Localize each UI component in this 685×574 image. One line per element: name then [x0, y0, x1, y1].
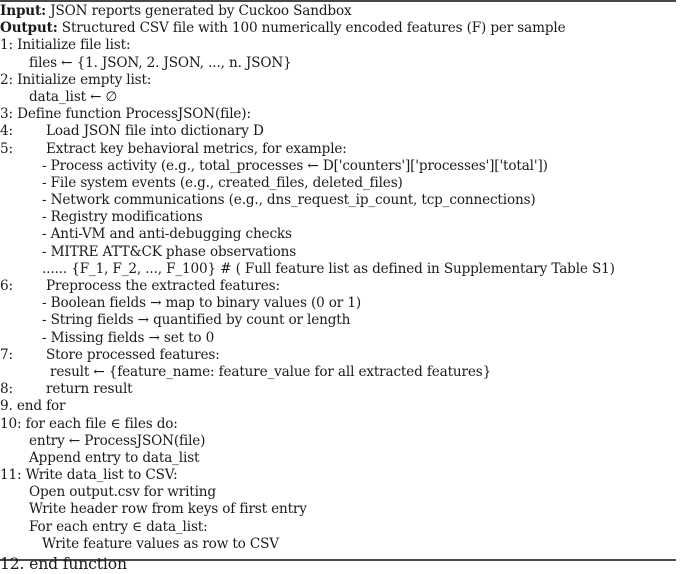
step-text: Initialize file list:	[12, 37, 131, 54]
step-2	[0, 72, 676, 89]
step-5-item: - File system events (e.g., created_files, deleted_files)	[42, 174, 403, 191]
step-11-item: Open output.csv for writing	[29, 484, 216, 501]
step-2-detail: data_list ← ∅	[29, 88, 118, 105]
output-text: Structured CSV file with 100 numerically encoded features (F) per sample	[57, 20, 566, 37]
step-1-detail: files ← {1. JSON, 2. JSON, ..., n. JSON}	[29, 54, 292, 71]
input-text: JSON reports generated by Cuckoo Sandbox	[46, 3, 352, 19]
step-number: 6:	[0, 278, 13, 294]
step-9: 9. end for	[0, 398, 66, 415]
step-7	[0, 347, 676, 364]
input-line	[0, 3, 676, 20]
step-text: Load JSON file into dictionary D	[46, 123, 264, 140]
step-6-item: - Missing fields → set to 0	[42, 329, 215, 346]
output-line	[0, 20, 676, 37]
step-4	[0, 123, 676, 140]
step-6	[0, 278, 676, 295]
step-number: 11:	[0, 467, 22, 484]
step-number: 7:	[0, 346, 13, 363]
step-7-detail: result ← {feature_name: feature_value for all extracted features}	[50, 363, 492, 380]
step-10-item: Append entry to data_list	[29, 449, 200, 466]
step-number: 5:	[0, 140, 13, 157]
step-number: 2:	[0, 71, 13, 88]
step-5-feature-list: ...... {F_1, F_2, ..., F_100} # ( Full feature list as defined in Supplementary Table S1)	[42, 260, 615, 277]
step-number: 1:	[0, 37, 13, 54]
step-5-item: - Anti-VM and anti-debugging checks	[42, 226, 292, 243]
step-6-item: - Boolean fields → map to binary values (0 or 1)	[42, 295, 361, 312]
step-11-item: Write header row from keys of first entry	[29, 501, 307, 518]
step-text: Store processed features:	[46, 346, 220, 363]
step-text: Initialize empty list:	[12, 71, 152, 88]
step-5-item: - Network communications (e.g., dns_request_ip_count, tcp_connections)	[42, 192, 536, 209]
step-text: Preprocess the extracted features:	[46, 278, 280, 294]
step-5-item: - Process activity (e.g., total_processes ← D['counters']['processes']['total'])	[42, 157, 548, 174]
step-number: 8:	[0, 381, 13, 398]
step-text: for each file ∈ files do:	[21, 415, 178, 432]
step-10-item: entry ← ProcessJSON(file)	[29, 432, 206, 449]
step-number: 3:	[0, 106, 13, 123]
step-10	[0, 416, 676, 433]
step-text: return result	[46, 381, 133, 398]
step-5-item: - MITRE ATT&CK phase observations	[42, 243, 297, 260]
step-12: 12. end function	[0, 555, 127, 573]
step-11	[0, 467, 676, 484]
step-8	[0, 381, 676, 398]
step-number: 4:	[0, 123, 13, 140]
step-5-item: - Registry modifications	[42, 209, 203, 226]
step-text: Extract key behavioral metrics, for example:	[46, 140, 347, 157]
step-11-item: For each entry ∈ data_list:	[29, 518, 208, 535]
step-11-nested-item: Write feature values as row to CSV	[42, 535, 279, 552]
step-text: Define function ProcessJSON(file):	[12, 106, 251, 123]
step-1	[0, 37, 676, 54]
step-5	[0, 141, 676, 158]
step-3	[0, 106, 676, 123]
step-6-item: - String fields → quantified by count or length	[42, 312, 351, 329]
input-label: Input:	[0, 3, 47, 19]
step-text: Write data_list to CSV:	[21, 467, 178, 484]
output-label: Output:	[0, 20, 58, 37]
step-number: 10:	[0, 415, 22, 432]
